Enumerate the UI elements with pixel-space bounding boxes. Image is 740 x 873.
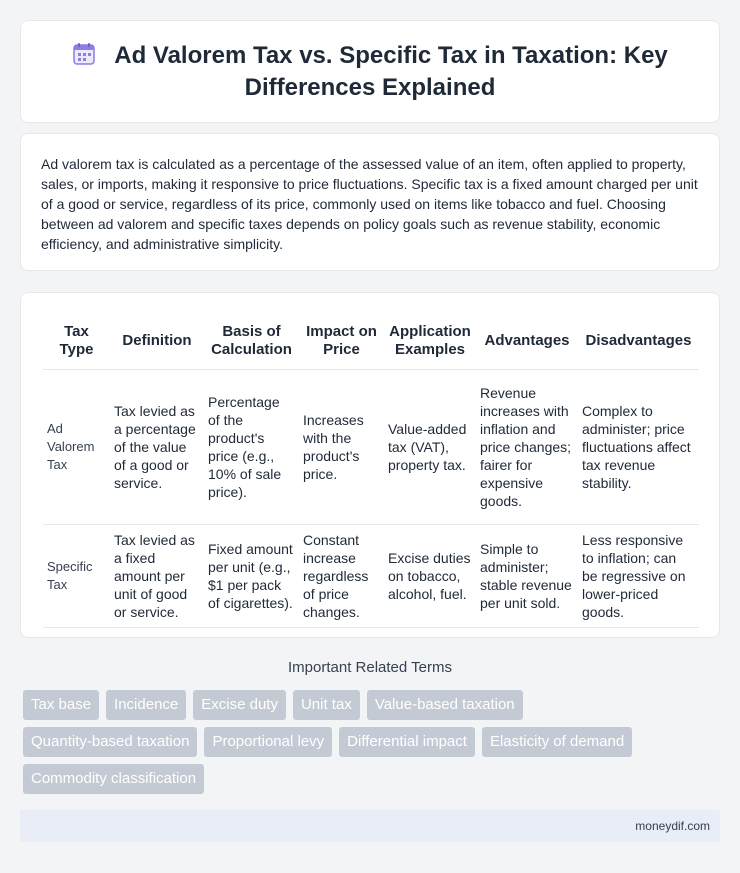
related-terms-tags	[23, 690, 723, 801]
page-title-text: Ad Valorem Tax vs. Specific Tax in Taxation: Key Differences Explained	[114, 42, 668, 101]
table-cell: Constant increase regardless of price changes.	[299, 524, 384, 627]
column-header: Advantages	[476, 305, 578, 369]
term-tag[interactable]: Value-based taxation	[367, 690, 523, 720]
term-tag[interactable]: Tax base	[23, 690, 99, 720]
table-cell: Fixed amount per unit (e.g., $1 per pack of cigarettes).	[204, 524, 299, 627]
intro-paragraph: Ad valorem tax is calculated as a percentage of the assessed value of an item, often applied to property, sales, or imports, making it responsive to price fluctuations. Specific tax is a fixed amount charged per unit of a good or service, regardless of its price, commonly used on items like tobacco and fuel. Choosing between ad valorem and specific taxes depends on policy goals such as revenue stability, economic efficiency, and administrative simplicity.	[41, 156, 698, 252]
column-header: Tax Type	[43, 305, 110, 369]
term-tag[interactable]: Differential impact	[339, 727, 475, 757]
table-cell: Percentage of the product's price (e.g., 10% of sale price).	[204, 369, 299, 524]
term-tag[interactable]: Excise duty	[193, 690, 286, 720]
table-cell: Ad Valorem Tax	[43, 369, 110, 524]
title-card	[20, 20, 720, 123]
footer-site-link[interactable]: moneydif.com	[635, 819, 710, 833]
column-header: Definition	[110, 305, 204, 369]
column-header: Impact on Price	[299, 305, 384, 369]
table-cell: Specific Tax	[43, 524, 110, 627]
comparison-table	[43, 305, 699, 628]
table-cell: Tax levied as a percentage of the value of a good or service.	[110, 369, 204, 524]
column-header: Disadvantages	[578, 305, 699, 369]
table-cell: Simple to administer; stable revenue per unit sold.	[476, 524, 578, 627]
term-tag[interactable]: Unit tax	[293, 690, 360, 720]
tag-row	[23, 690, 723, 720]
table-cell: Revenue increases with inflation and price changes; fairer for expensive goods.	[476, 369, 578, 524]
column-header: Basis of Calculation	[204, 305, 299, 369]
calendar-icon	[72, 42, 96, 73]
table-cell: Value-added tax (VAT), property tax.	[384, 369, 476, 524]
footer	[20, 810, 720, 842]
term-tag[interactable]: Commodity classification	[23, 764, 204, 794]
table-cell: Tax levied as a fixed amount per unit of good or service.	[110, 524, 204, 627]
table-cell: Increases with the product's price.	[299, 369, 384, 524]
table-row	[43, 524, 699, 627]
term-tag[interactable]: Proportional levy	[204, 727, 332, 757]
comparison-table-card	[20, 292, 720, 638]
term-tag[interactable]: Elasticity of demand	[482, 727, 632, 757]
term-tag[interactable]: Quantity-based taxation	[23, 727, 197, 757]
table-cell: Complex to administer; price fluctuations affect tax revenue stability.	[578, 369, 699, 524]
table-header-row	[43, 305, 699, 369]
table-cell: Less responsive to inflation; can be regressive on lower-priced goods.	[578, 524, 699, 627]
related-terms-title: Important Related Terms	[288, 659, 452, 676]
page-title	[61, 41, 679, 102]
table-cell: Excise duties on tobacco, alcohol, fuel.	[384, 524, 476, 627]
intro-card	[20, 133, 720, 271]
tag-row	[23, 727, 723, 757]
column-header: Application Examples	[384, 305, 476, 369]
tag-row	[23, 764, 723, 794]
table-row	[43, 369, 699, 524]
term-tag[interactable]: Incidence	[106, 690, 186, 720]
